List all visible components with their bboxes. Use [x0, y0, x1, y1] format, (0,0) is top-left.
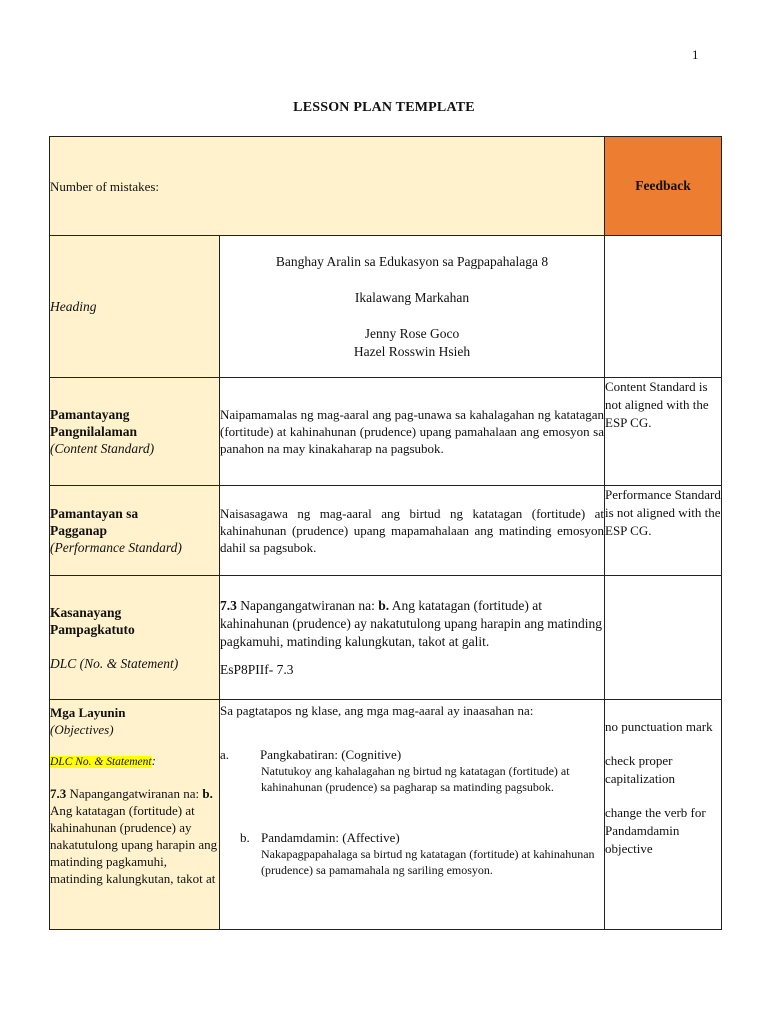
heading-label-cell	[50, 236, 220, 378]
content-standard-label-1: Pamantayang	[50, 407, 130, 422]
objective-a-text: Natutukoy ang kahalagahan ng birtud ng katatagan (fortitude) at kahinahunan (prudence) sa pagharap sa matinding pagsubok.	[261, 764, 570, 794]
competency-num: 7.3	[220, 597, 237, 613]
feedback-label: Feedback	[635, 178, 691, 193]
objectives-label-cell	[50, 700, 220, 930]
competency-statement	[220, 597, 604, 651]
objectives-row	[50, 700, 722, 930]
competency-text	[220, 576, 605, 700]
heading-label: Heading	[50, 299, 97, 314]
competency-b: b.	[378, 597, 390, 613]
mistakes-label: Number of mistakes:	[50, 178, 160, 194]
performance-standard-body: Naisasagawa ng mag-aaral ang birtud ng katatagan (fortitude) at kahinahunan (prudence) upang mapamahalaan ang matinding emosyon dahil sa pagsubok.	[220, 506, 605, 555]
competency-code: EsP8PIIf- 7.3	[220, 661, 294, 677]
objectives-dlc-statement	[50, 785, 219, 887]
heading-quarter: Ikalawang Markahan	[354, 289, 470, 305]
performance-standard-feedback-text: Performance Standard is not aligned with the ESP CG.	[605, 487, 721, 538]
dlc-colon: :	[151, 753, 156, 768]
competency-label-cell	[50, 576, 220, 700]
objectives-feedback-2: check proper capitalization	[605, 753, 676, 786]
objectives-label-en: (Objectives)	[50, 722, 114, 737]
objective-a-title: Pangkabatiran: (Cognitive)	[260, 747, 402, 762]
page-number: 1	[692, 47, 699, 62]
objective-a-mark: a.	[220, 747, 230, 762]
heading-author-1: Jenny Rose Goco	[364, 325, 460, 341]
competency-row	[50, 576, 722, 700]
document-title: LESSON PLAN TEMPLATE	[293, 100, 475, 115]
objective-item-a	[220, 746, 604, 763]
objectives-feedback-1: no punctuation mark	[605, 719, 713, 734]
lesson-plan-table	[49, 136, 722, 930]
heading-title: Banghay Aralin sa Edukasyon sa Pagpapahalaga 8	[275, 253, 549, 269]
content-standard-row	[50, 378, 722, 486]
heading-content	[220, 236, 605, 378]
heading-feedback	[605, 236, 722, 378]
dlc-label-line	[50, 752, 219, 771]
competency-text-a: Napangangatwiranan na:	[236, 597, 379, 613]
objectives-label: Mga Layunin	[50, 705, 126, 720]
content-standard-label-2: Pangnilalaman	[50, 424, 138, 439]
competency-label-1: Kasanayang	[50, 604, 122, 620]
heading-author-2: Hazel Rosswin Hsieh	[353, 343, 471, 359]
content-standard-feedback	[605, 378, 722, 486]
objectives-feedback-3: change the verb for Pandamdamin objective	[605, 805, 706, 856]
objectives-dlc-num: 7.3	[50, 786, 67, 801]
header-row	[50, 137, 722, 236]
objectives-intro: Sa pagtatapos ng klase, ang mga mag-aaral ay inaasahan na:	[220, 703, 534, 718]
objective-b-title: Pandamdamin: (Affective)	[261, 830, 400, 845]
dlc-label: DLC No. & Statement	[50, 756, 152, 768]
mistakes-cell	[50, 137, 605, 236]
objectives-feedback	[605, 700, 722, 930]
objective-item-b	[240, 829, 604, 846]
performance-standard-row	[50, 486, 722, 576]
content-standard-body: Naipamamalas ng mag-aaral ang pag-unawa sa kahalagahan ng katatagan (fortitude) at kahinahunan (prudence) upang pamahalaan ang emosyon sa panahon na may kinakaharap na pagsubok.	[220, 407, 605, 456]
content-standard-label-en: (Content Standard)	[50, 441, 155, 456]
competency-feedback	[605, 576, 722, 700]
competency-label-2: Pampagkatuto	[50, 621, 135, 637]
content-standard-label-cell	[50, 378, 220, 486]
feedback-header	[605, 137, 722, 236]
objectives-dlc-text-a: Napangangatwiranan na:	[66, 786, 203, 801]
objectives-content	[220, 700, 605, 930]
objective-b-text: Nakapagpapahalaga sa birtud ng katatagan (fortitude) at kahinahunan (prudence) sa pamamahala ng sariling emosyon.	[261, 847, 595, 877]
content-standard-feedback-text: Content Standard is not aligned with the ESP CG.	[605, 379, 709, 430]
performance-standard-label-en: (Performance Standard)	[50, 540, 182, 555]
heading-row	[50, 236, 722, 378]
objectives-dlc-text-b: Ang katatagan (fortitude) at kahinahunan (prudence) ay nakatutulong upang harapin ang matinding pagkamuhi, matinding kalungkutan, takot at	[50, 803, 218, 886]
competency-text-b: Ang katatagan (fortitude) at kahinahunan (prudence) ay nakatutulong upang harapin ang matinding pagkamuhi, matinding kalungkutan, takot at galit.	[220, 597, 603, 649]
content-standard-text	[220, 378, 605, 486]
performance-standard-label-1: Pamantayan sa	[50, 506, 139, 521]
objective-b-mark: b.	[240, 830, 250, 845]
objectives-dlc-b: b.	[202, 786, 213, 801]
performance-standard-label-2: Pagganap	[50, 523, 108, 538]
performance-standard-label-cell	[50, 486, 220, 576]
performance-standard-text	[220, 486, 605, 576]
competency-label-en: DLC (No. & Statement)	[50, 655, 179, 671]
performance-standard-feedback	[605, 486, 722, 576]
